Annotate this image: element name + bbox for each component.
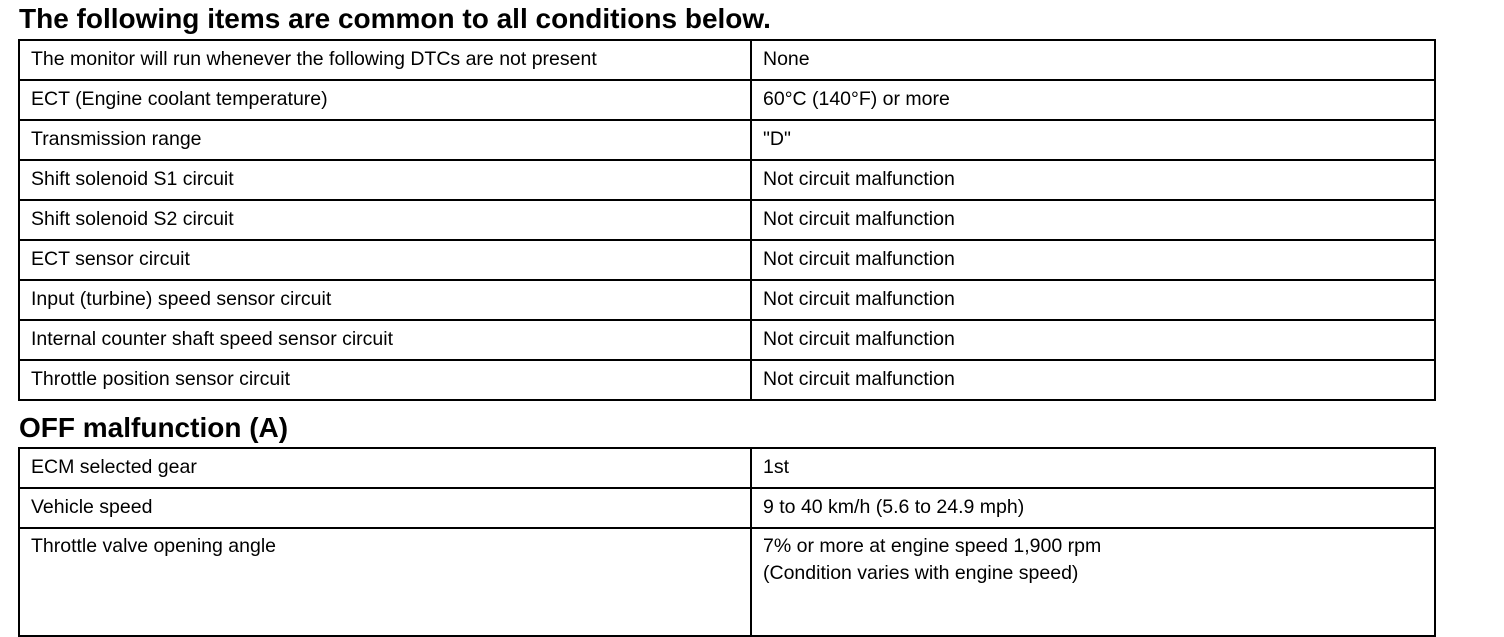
- condition-value: Not circuit malfunction: [751, 160, 1435, 200]
- condition-value: 1st: [751, 448, 1435, 488]
- table-row: [19, 360, 1435, 400]
- condition-item: Vehicle speed: [19, 488, 751, 528]
- table-row: [19, 448, 1435, 488]
- condition-value: 9 to 40 km/h (5.6 to 24.9 mph): [751, 488, 1435, 528]
- condition-value: [751, 528, 1435, 636]
- condition-item: ECT (Engine coolant temperature): [19, 80, 751, 120]
- off-malfunction-table: [18, 447, 1436, 637]
- condition-item: ECT sensor circuit: [19, 240, 751, 280]
- condition-item: Input (turbine) speed sensor circuit: [19, 280, 751, 320]
- condition-value-line: 7% or more at engine speed 1,900 rpm: [763, 535, 1102, 557]
- condition-item: Throttle position sensor circuit: [19, 360, 751, 400]
- condition-value: 60°C (140°F) or more: [751, 80, 1435, 120]
- condition-value: None: [751, 40, 1435, 80]
- section-common-title: The following items are common to all conditions below.: [19, 3, 771, 34]
- table-row: [19, 80, 1435, 120]
- condition-value-line: (Condition varies with engine speed): [763, 562, 1079, 584]
- table-row: [19, 280, 1435, 320]
- condition-item: Shift solenoid S1 circuit: [19, 160, 751, 200]
- condition-item: Shift solenoid S2 circuit: [19, 200, 751, 240]
- condition-value: Not circuit malfunction: [751, 280, 1435, 320]
- section-off-malfunction-title: OFF malfunction (A): [19, 412, 289, 443]
- condition-value: Not circuit malfunction: [751, 360, 1435, 400]
- table-row: [19, 200, 1435, 240]
- condition-value: Not circuit malfunction: [751, 320, 1435, 360]
- table-row: [19, 320, 1435, 360]
- table-row: [19, 160, 1435, 200]
- common-conditions-table: [18, 39, 1436, 401]
- condition-value: Not circuit malfunction: [751, 240, 1435, 280]
- table-row: [19, 488, 1435, 528]
- condition-item: Internal counter shaft speed sensor circuit: [19, 320, 751, 360]
- condition-item: ECM selected gear: [19, 448, 751, 488]
- condition-value: "D": [751, 120, 1435, 160]
- condition-item: Transmission range: [19, 120, 751, 160]
- table-row: [19, 240, 1435, 280]
- table-row: [19, 120, 1435, 160]
- condition-item: Throttle valve opening angle: [19, 528, 751, 636]
- table-row: [19, 528, 1435, 636]
- condition-value: Not circuit malfunction: [751, 200, 1435, 240]
- condition-item: The monitor will run whenever the following DTCs are not present: [19, 40, 751, 80]
- table-row: [19, 40, 1435, 80]
